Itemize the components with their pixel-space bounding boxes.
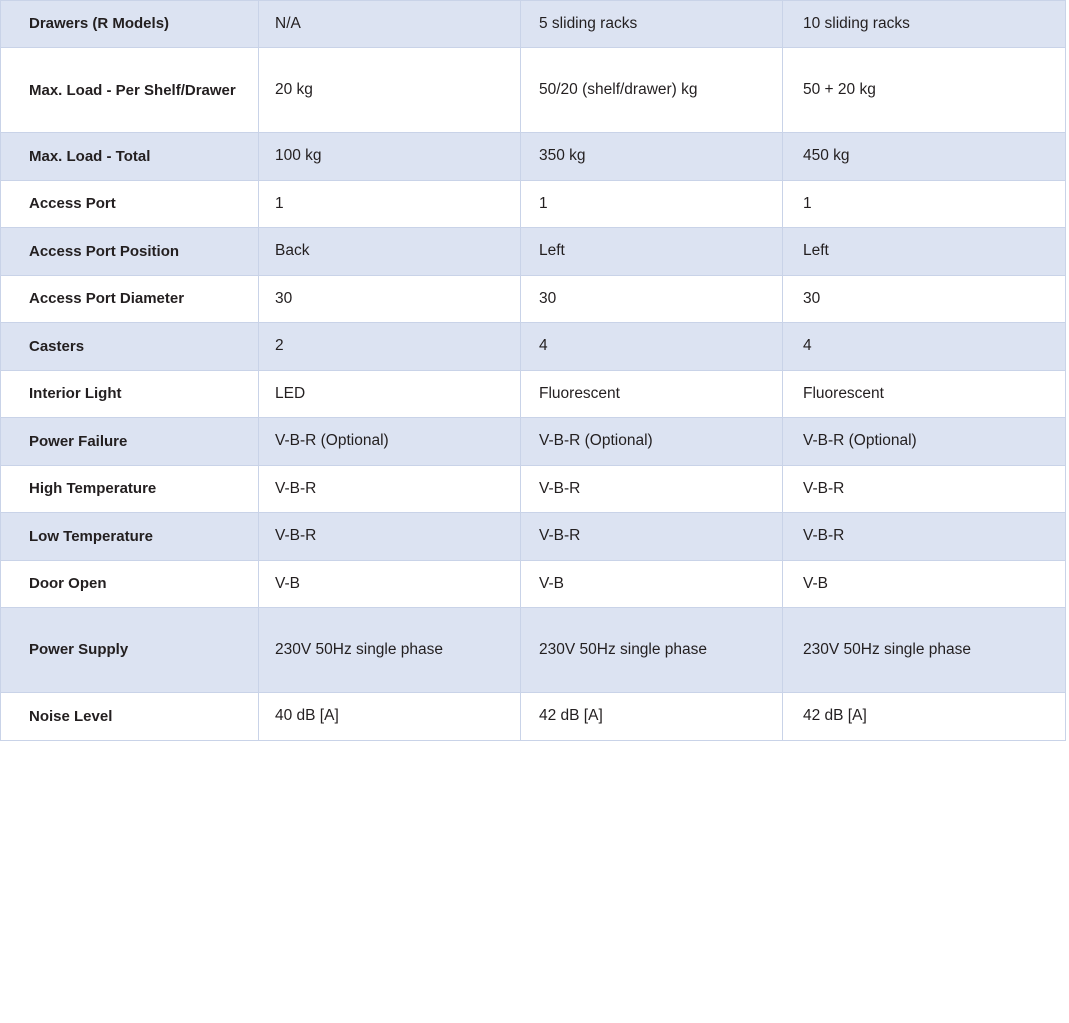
row-value: 2 (259, 323, 521, 370)
table-row (1, 465, 1066, 512)
row-label: Max. Load - Per Shelf/Drawer (1, 48, 259, 133)
row-label: Casters (1, 323, 259, 370)
table-row (1, 418, 1066, 465)
table-row (1, 48, 1066, 133)
row-value: 350 kg (521, 133, 783, 180)
table-row (1, 228, 1066, 275)
row-value: LED (259, 370, 521, 417)
row-value: Back (259, 228, 521, 275)
row-value: V-B-R (783, 465, 1066, 512)
row-value: V-B-R (Optional) (259, 418, 521, 465)
row-value: 450 kg (783, 133, 1066, 180)
row-value: V-B-R (521, 513, 783, 560)
table-row (1, 693, 1066, 740)
row-value: 1 (521, 180, 783, 227)
row-value: N/A (259, 1, 521, 48)
row-value: 230V 50Hz single phase (783, 608, 1066, 693)
row-value: V-B-R (259, 465, 521, 512)
row-value: Left (783, 228, 1066, 275)
row-value: 1 (259, 180, 521, 227)
row-value: 30 (783, 275, 1066, 322)
row-label: High Temperature (1, 465, 259, 512)
table-body (1, 1, 1066, 741)
table-row (1, 323, 1066, 370)
row-value: V-B-R (259, 513, 521, 560)
table-row (1, 560, 1066, 607)
row-value: V-B (259, 560, 521, 607)
row-label: Low Temperature (1, 513, 259, 560)
row-value: 30 (259, 275, 521, 322)
row-label: Drawers (R Models) (1, 1, 259, 48)
row-value: 30 (521, 275, 783, 322)
row-value: 230V 50Hz single phase (521, 608, 783, 693)
table-row (1, 275, 1066, 322)
row-value: Fluorescent (783, 370, 1066, 417)
row-value: 10 sliding racks (783, 1, 1066, 48)
row-label: Door Open (1, 560, 259, 607)
row-value: 4 (521, 323, 783, 370)
row-value: 50/20 (shelf/drawer) kg (521, 48, 783, 133)
table-row (1, 370, 1066, 417)
row-value: Fluorescent (521, 370, 783, 417)
table-row (1, 180, 1066, 227)
row-label: Interior Light (1, 370, 259, 417)
row-value: 230V 50Hz single phase (259, 608, 521, 693)
row-label: Max. Load - Total (1, 133, 259, 180)
row-value: V-B-R (Optional) (783, 418, 1066, 465)
row-value: V-B (521, 560, 783, 607)
row-label: Power Supply (1, 608, 259, 693)
row-value: 5 sliding racks (521, 1, 783, 48)
row-value: 42 dB [A] (521, 693, 783, 740)
table-row (1, 513, 1066, 560)
row-label: Power Failure (1, 418, 259, 465)
row-value: 50 + 20 kg (783, 48, 1066, 133)
table-row (1, 133, 1066, 180)
row-value: Left (521, 228, 783, 275)
row-value: 4 (783, 323, 1066, 370)
row-label: Access Port Diameter (1, 275, 259, 322)
row-value: V-B-R (Optional) (521, 418, 783, 465)
row-label: Noise Level (1, 693, 259, 740)
row-label: Access Port (1, 180, 259, 227)
row-value: 1 (783, 180, 1066, 227)
row-value: V-B-R (783, 513, 1066, 560)
row-value: V-B (783, 560, 1066, 607)
row-value: 20 kg (259, 48, 521, 133)
table-row (1, 1, 1066, 48)
row-value: 40 dB [A] (259, 693, 521, 740)
row-value: 42 dB [A] (783, 693, 1066, 740)
row-label: Access Port Position (1, 228, 259, 275)
row-value: V-B-R (521, 465, 783, 512)
table-row (1, 608, 1066, 693)
row-value: 100 kg (259, 133, 521, 180)
